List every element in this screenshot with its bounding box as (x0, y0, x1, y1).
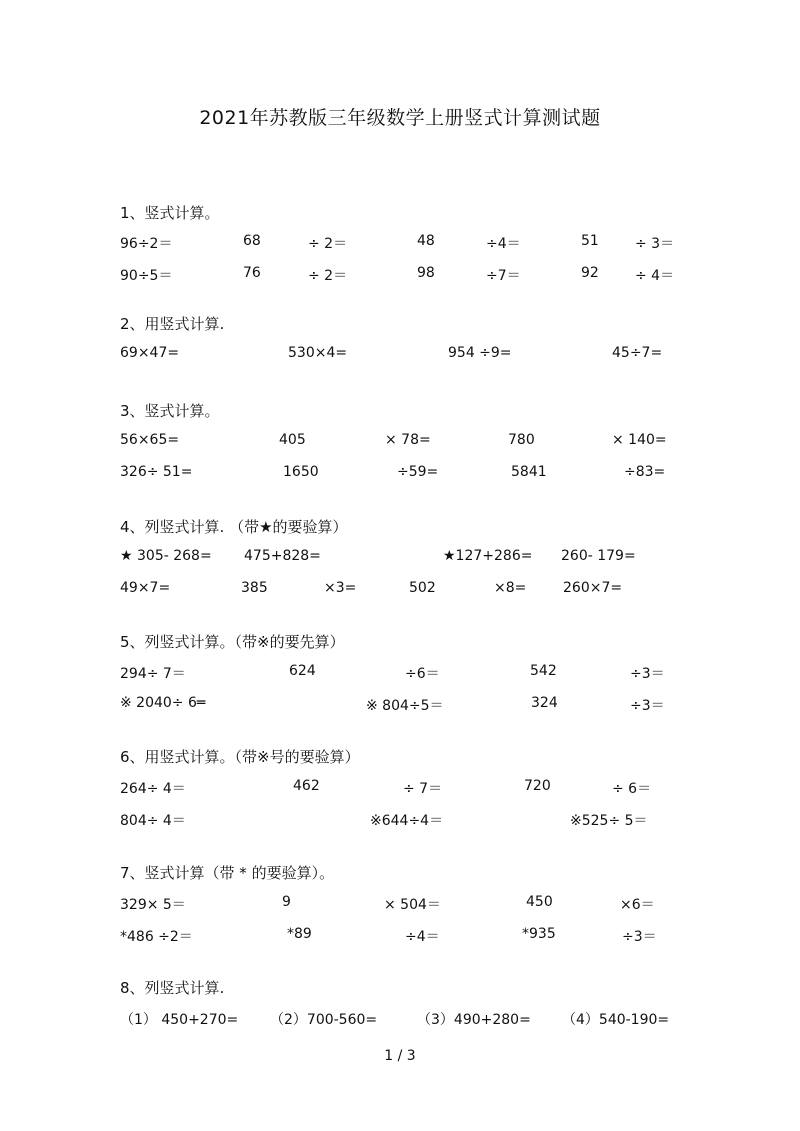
section-6-heading: 6、用竖式计算。（带※号的要验算） (120, 748, 360, 766)
problem-text: *89 (287, 926, 312, 942)
problem-text: （4）540-190= (562, 1012, 670, 1028)
section-1-heading: 1、竖式计算。 (120, 204, 220, 222)
problem-text: 76 (243, 265, 261, 281)
problem-text: ×6＝ (620, 897, 655, 913)
problem-text: ÷ 4＝ (635, 268, 675, 284)
problem-text: 56×65= (120, 432, 180, 448)
problem-text: ÷ 3＝ (635, 236, 675, 252)
problem-text: × 504＝ (384, 897, 441, 913)
problem-text: ÷ 7＝ (403, 781, 443, 797)
problem-text: 69×47= (120, 345, 180, 361)
problem-text: ÷7＝ (486, 268, 521, 284)
problem-text: 98 (417, 265, 435, 281)
problem-text: 954 ÷9= (448, 345, 512, 361)
problem-text: ÷3＝ (630, 698, 665, 714)
problem-text: 804÷ 4＝ (120, 813, 186, 829)
problem-text: ※644÷4＝ (370, 813, 444, 829)
problem-text: （3）490+280= (417, 1012, 531, 1028)
problem-text: 49×7= (120, 580, 171, 596)
problem-text: 294÷ 7＝ (120, 666, 186, 682)
page-title: 2021年苏教版三年级数学上册竖式计算测试题 (199, 107, 601, 129)
problem-text: 624 (289, 663, 316, 679)
problem-text: ÷ 2＝ (308, 236, 348, 252)
problem-text: ÷ 6＝ (612, 781, 652, 797)
problem-text: 530×4= (288, 345, 348, 361)
problem-text: ★ 305- 268= (120, 548, 212, 564)
problem-text: 48 (417, 233, 435, 249)
problem-text: ÷4＝ (486, 236, 521, 252)
problem-text: 45÷7= (612, 345, 663, 361)
problem-text: ÷3＝ (622, 929, 657, 945)
problem-text: 96÷2＝ (120, 236, 173, 252)
problem-text: ÷4＝ (405, 929, 440, 945)
problem-text: 502 (409, 580, 436, 596)
section-4-heading: 4、列竖式计算. （带★的要验算） (120, 518, 348, 536)
problem-text: 450 (526, 894, 553, 910)
problem-text: *486 ÷2＝ (120, 929, 193, 945)
problem-text: 329× 5＝ (120, 897, 186, 913)
problem-text: 720 (524, 778, 551, 794)
problem-text: ÷59= (397, 464, 439, 480)
problem-text: ÷3＝ (630, 666, 665, 682)
problem-text: × 78= (385, 432, 431, 448)
problem-text: （1） 450+270= (120, 1012, 239, 1028)
problem-text: 260×7= (563, 580, 623, 596)
problem-text: 405 (279, 432, 306, 448)
problem-text: 1650 (283, 464, 319, 480)
problem-text: 90÷5＝ (120, 268, 173, 284)
section-5-heading: 5、列竖式计算。（带※的要先算） (120, 633, 345, 651)
problem-text: ÷ 2＝ (308, 268, 348, 284)
problem-text: ×3= (324, 580, 357, 596)
section-2-heading: 2、用竖式计算. (120, 315, 225, 333)
section-7-heading: 7、竖式计算（带 * 的要验算）。 (120, 864, 335, 882)
problem-text: 780 (508, 432, 535, 448)
problem-text: 385 (241, 580, 268, 596)
problem-text: ※525÷ 5＝ (570, 813, 648, 829)
problem-text: 9 (282, 894, 291, 910)
problem-text: ★127+286= (443, 548, 533, 564)
problem-text: 92 (581, 265, 599, 281)
problem-text: ×8= (494, 580, 527, 596)
problem-text: ÷6＝ (405, 666, 440, 682)
problem-text: 475+828= (244, 548, 321, 564)
section-8-heading: 8、列竖式计算. (120, 979, 225, 997)
problem-text: 51 (581, 233, 599, 249)
problem-text: 68 (243, 233, 261, 249)
problem-text: 324 (531, 695, 558, 711)
problem-text: 264÷ 4＝ (120, 781, 186, 797)
problem-text: 5841 (511, 464, 547, 480)
problem-text: ÷83= (624, 464, 666, 480)
problem-text: 260- 179= (561, 548, 636, 564)
problem-text: （2）700-560= (270, 1012, 378, 1028)
problem-text: 326÷ 51= (120, 464, 193, 480)
problem-text: × 140= (612, 432, 667, 448)
problem-text: *935 (522, 926, 556, 942)
problem-text: ※ 804÷5＝ (366, 698, 444, 714)
problem-text: 462 (293, 778, 320, 794)
section-3-heading: 3、竖式计算。 (120, 402, 220, 420)
problem-text: 542 (530, 663, 557, 679)
page-number: 1 / 3 (384, 1048, 416, 1064)
problem-text: ※ 2040÷ 6═ (120, 695, 206, 711)
